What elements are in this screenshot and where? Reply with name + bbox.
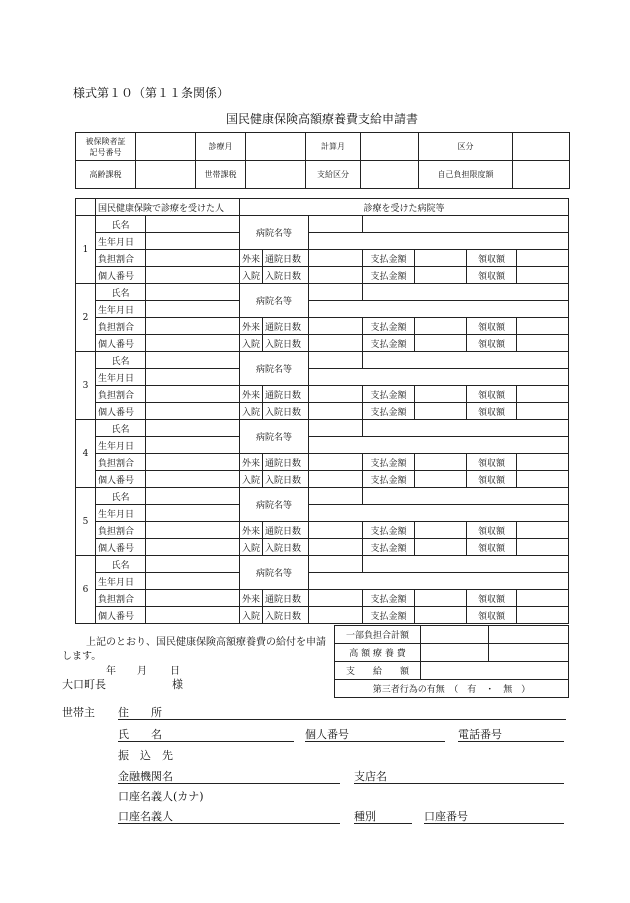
- account-holder-label: 口座名義人: [118, 810, 173, 823]
- birth-date-label: 生年月日: [96, 437, 146, 454]
- birth-date-field[interactable]: [146, 369, 240, 386]
- insured-no-label: 被保険者証 記号番号: [76, 133, 136, 161]
- elderly-tax-field[interactable]: [136, 161, 196, 189]
- personal-no-field[interactable]: [146, 335, 240, 352]
- inpatient-days-label: 入院日数: [263, 539, 309, 556]
- birth-date-field[interactable]: [146, 437, 240, 454]
- birth-date-label: 生年月日: [96, 233, 146, 250]
- inpatient-days-label: 入院日数: [263, 403, 309, 420]
- inpatient-label: 入院: [240, 267, 263, 284]
- household-tax-field[interactable]: [246, 161, 306, 189]
- hospital-name-field-ext[interactable]: [363, 420, 569, 437]
- receipt-amount-field[interactable]: [517, 607, 569, 624]
- paid-amount-label: 支払金額: [363, 267, 415, 284]
- treatment-month-field[interactable]: [246, 133, 306, 161]
- addressee-name: 大口町長: [62, 678, 106, 691]
- self-limit-field[interactable]: [513, 161, 570, 189]
- outpatient-days-label: 通院日数: [263, 250, 309, 267]
- high-cost-field-2[interactable]: [489, 644, 569, 662]
- receipt-amount-field[interactable]: [517, 250, 569, 267]
- receipt-amount-label: 領収額: [467, 454, 517, 471]
- burden-ratio-field[interactable]: [146, 590, 240, 607]
- burden-ratio-label: 負担割合: [96, 590, 146, 607]
- hospital-name-field[interactable]: [309, 420, 363, 437]
- name-label: 氏名: [96, 556, 146, 573]
- birth-date-label: 生年月日: [96, 301, 146, 318]
- header-table: [75, 132, 570, 189]
- name-label: 氏名: [96, 420, 146, 437]
- outpatient-days-field[interactable]: [309, 318, 363, 335]
- inpatient-days-field[interactable]: [309, 267, 363, 284]
- personal-no-field[interactable]: [146, 607, 240, 624]
- partial-total-field-2[interactable]: [489, 626, 569, 644]
- corner-cell: [76, 199, 96, 216]
- receipt-amount-label: 領収額: [467, 318, 517, 335]
- name-field[interactable]: [146, 488, 240, 505]
- partial-total-field[interactable]: [421, 626, 489, 644]
- account-number-field[interactable]: [424, 807, 564, 824]
- addressee-honorific: 様: [172, 678, 183, 691]
- receipt-amount-field[interactable]: [517, 335, 569, 352]
- paid-amount-label: 支払金額: [363, 539, 415, 556]
- household-tax-label: 世帯課税: [196, 161, 246, 189]
- outpatient-days-field[interactable]: [309, 522, 363, 539]
- inpatient-label: 入院: [240, 335, 263, 352]
- name-label: 氏名: [96, 284, 146, 301]
- inpatient-days-field[interactable]: [309, 607, 363, 624]
- inpatient-days-field[interactable]: [309, 539, 363, 556]
- personal-no-label: 個人番号: [96, 267, 146, 284]
- applicant-name-field[interactable]: [118, 725, 294, 742]
- burden-ratio-field[interactable]: [146, 522, 240, 539]
- outpatient-label: 外来: [240, 250, 263, 267]
- self-limit-label: 自己負担限度額: [419, 161, 513, 189]
- personal-no-label: 個人番号: [96, 471, 146, 488]
- summary-table: [334, 625, 569, 698]
- inpatient-days-label: 入院日数: [263, 471, 309, 488]
- inpatient-days-label: 入院日数: [263, 267, 309, 284]
- personal-no-label: 個人番号: [96, 607, 146, 624]
- hospital-name-field-ext[interactable]: [363, 488, 569, 505]
- inpatient-label: 入院: [240, 471, 263, 488]
- birth-date-field[interactable]: [146, 505, 240, 522]
- phone-number-field[interactable]: [458, 725, 564, 742]
- outpatient-days-field[interactable]: [309, 250, 363, 267]
- payment-amount-label: 支 給 額: [335, 662, 421, 680]
- category-field[interactable]: [513, 133, 570, 161]
- hospital-name-field-2[interactable]: [309, 573, 569, 590]
- birth-date-label: 生年月日: [96, 369, 146, 386]
- date-month-label: 月: [137, 666, 147, 677]
- head-of-household-label: 世帯主: [62, 706, 95, 719]
- burden-ratio-field[interactable]: [146, 386, 240, 403]
- account-number-label: 口座番号: [424, 810, 468, 823]
- hospital-name-field-ext[interactable]: [363, 352, 569, 369]
- hospital-name-field-ext[interactable]: [363, 556, 569, 573]
- inpatient-label: 入院: [240, 607, 263, 624]
- inpatient-label: 入院: [240, 403, 263, 420]
- account-type-label: 種別: [354, 810, 376, 823]
- statement-line-1: 上記のとおり、国民健康保険高額療養費の給付を申請: [86, 637, 326, 648]
- receipt-amount-field[interactable]: [517, 522, 569, 539]
- partial-total-label: 一部負担合計額: [335, 626, 421, 644]
- paid-amount-label: 支払金額: [363, 522, 415, 539]
- personal-no-field[interactable]: [146, 267, 240, 284]
- address-field[interactable]: [118, 703, 566, 720]
- outpatient-days-field[interactable]: [309, 454, 363, 471]
- group-number: 3: [76, 352, 96, 420]
- category-label: 区分: [419, 133, 513, 161]
- outpatient-label: 外来: [240, 522, 263, 539]
- inpatient-days-field[interactable]: [309, 471, 363, 488]
- account-holder-field[interactable]: [118, 807, 340, 824]
- high-cost-label: 高 額 療 養 費: [335, 644, 421, 662]
- receipt-amount-field[interactable]: [517, 318, 569, 335]
- receipt-amount-label: 領収額: [467, 471, 517, 488]
- hospital-name-field[interactable]: [309, 284, 363, 301]
- payment-category-label: 支給区分: [306, 161, 361, 189]
- group-number: 4: [76, 420, 96, 488]
- paid-amount-field[interactable]: [415, 403, 467, 420]
- personal-no-label: 個人番号: [96, 335, 146, 352]
- receipt-amount-label: 領収額: [467, 590, 517, 607]
- hospital-name-field-2[interactable]: [309, 505, 569, 522]
- paid-amount-label: 支払金額: [363, 607, 415, 624]
- third-party-question[interactable]: 第三者行為の有無 （ 有 ・ 無 ）: [335, 680, 569, 698]
- receipt-amount-label: 領収額: [467, 403, 517, 420]
- paid-amount-label: 支払金額: [363, 386, 415, 403]
- receipt-amount-field[interactable]: [517, 403, 569, 420]
- receipt-amount-field[interactable]: [517, 267, 569, 284]
- receipt-amount-label: 領収額: [467, 386, 517, 403]
- paid-amount-label: 支払金額: [363, 318, 415, 335]
- outpatient-label: 外来: [240, 454, 263, 471]
- account-type-field[interactable]: [354, 807, 412, 824]
- personal-no-field[interactable]: [146, 403, 240, 420]
- hospital-name-label: 病院名等: [240, 556, 309, 590]
- outpatient-days-label: 通院日数: [263, 522, 309, 539]
- group-number: 5: [76, 488, 96, 556]
- paid-amount-label: 支払金額: [363, 471, 415, 488]
- hospital-name-label: 病院名等: [240, 488, 309, 522]
- hospital-name-field[interactable]: [309, 488, 363, 505]
- receipt-amount-label: 領収額: [467, 539, 517, 556]
- burden-ratio-label: 負担割合: [96, 386, 146, 403]
- personal-number-label: 個人番号: [305, 728, 349, 741]
- outpatient-days-label: 通院日数: [263, 454, 309, 471]
- personal-number-field[interactable]: [305, 725, 445, 742]
- payment-amount-field[interactable]: [421, 662, 569, 680]
- receipt-amount-field[interactable]: [517, 386, 569, 403]
- inpatient-label: 入院: [240, 539, 263, 556]
- outpatient-days-field[interactable]: [309, 386, 363, 403]
- personal-no-field[interactable]: [146, 471, 240, 488]
- receipt-amount-field[interactable]: [517, 454, 569, 471]
- name-field[interactable]: [146, 284, 240, 301]
- paid-amount-field[interactable]: [415, 607, 467, 624]
- branch-field[interactable]: [354, 767, 564, 784]
- burden-ratio-field[interactable]: [146, 454, 240, 471]
- burden-ratio-label: 負担割合: [96, 454, 146, 471]
- page-title: 国民健康保険高額療養費支給申請書: [226, 112, 419, 126]
- insured-no-field[interactable]: [136, 133, 196, 161]
- birth-date-field[interactable]: [146, 573, 240, 590]
- paid-amount-field[interactable]: [415, 250, 467, 267]
- paid-amount-field[interactable]: [415, 318, 467, 335]
- elderly-tax-label: 高齢課税: [76, 161, 136, 189]
- burden-ratio-label: 負担割合: [96, 522, 146, 539]
- birth-date-field[interactable]: [146, 301, 240, 318]
- high-cost-field[interactable]: [421, 644, 489, 662]
- paid-amount-field[interactable]: [415, 454, 467, 471]
- hospital-name-field[interactable]: [309, 556, 363, 573]
- paid-amount-label: 支払金額: [363, 335, 415, 352]
- inpatient-days-label: 入院日数: [263, 607, 309, 624]
- paid-amount-label: 支払金額: [363, 250, 415, 267]
- date-day-label: 日: [170, 666, 180, 677]
- paid-amount-label: 支払金額: [363, 590, 415, 607]
- paid-amount-field[interactable]: [415, 539, 467, 556]
- paid-amount-field[interactable]: [415, 590, 467, 607]
- outpatient-days-label: 通院日数: [263, 386, 309, 403]
- phone-number-label: 電話番号: [458, 728, 502, 741]
- birth-date-label: 生年月日: [96, 573, 146, 590]
- receipt-amount-field[interactable]: [517, 539, 569, 556]
- receipt-amount-label: 領収額: [467, 607, 517, 624]
- form-number: 様式第１０（第１１条関係）: [73, 86, 230, 100]
- receipt-amount-label: 領収額: [467, 522, 517, 539]
- outpatient-label: 外来: [240, 590, 263, 607]
- name-label: 氏名: [96, 216, 146, 233]
- branch-label: 支店名: [354, 770, 387, 783]
- outpatient-label: 外来: [240, 318, 263, 335]
- inpatient-days-field[interactable]: [309, 403, 363, 420]
- hospital-name-field[interactable]: [309, 216, 363, 233]
- address-label: 住 所: [118, 706, 162, 719]
- patient-column-header: 国民健康保険で診療を受けた人: [96, 199, 240, 216]
- paid-amount-field[interactable]: [415, 267, 467, 284]
- receipt-amount-label: 領収額: [467, 250, 517, 267]
- paid-amount-label: 支払金額: [363, 403, 415, 420]
- name-field[interactable]: [146, 420, 240, 437]
- applicant-name-label: 氏 名: [118, 728, 162, 741]
- receipt-amount-field[interactable]: [517, 471, 569, 488]
- outpatient-days-label: 通院日数: [263, 590, 309, 607]
- hospital-name-label: 病院名等: [240, 216, 309, 250]
- outpatient-label: 外来: [240, 386, 263, 403]
- name-field[interactable]: [146, 216, 240, 233]
- paid-amount-field[interactable]: [415, 471, 467, 488]
- personal-no-field[interactable]: [146, 539, 240, 556]
- inpatient-days-field[interactable]: [309, 335, 363, 352]
- receipt-amount-label: 領収額: [467, 267, 517, 284]
- birth-date-label: 生年月日: [96, 505, 146, 522]
- calc-month-label: 計算月: [306, 133, 361, 161]
- birth-date-field[interactable]: [146, 233, 240, 250]
- name-label: 氏名: [96, 488, 146, 505]
- bank-name-label: 金融機関名: [118, 770, 173, 783]
- outpatient-days-field[interactable]: [309, 590, 363, 607]
- burden-ratio-label: 負担割合: [96, 318, 146, 335]
- transfer-heading: 振 込 先: [118, 749, 173, 762]
- group-number: 2: [76, 284, 96, 352]
- receipt-amount-field[interactable]: [517, 590, 569, 607]
- name-field[interactable]: [146, 556, 240, 573]
- hospital-name-label: 病院名等: [240, 284, 309, 318]
- hospital-name-field-2[interactable]: [309, 369, 569, 386]
- paid-amount-label: 支払金額: [363, 454, 415, 471]
- treatment-month-label: 診療月: [196, 133, 246, 161]
- treatment-table: [75, 198, 569, 624]
- hospital-name-label: 病院名等: [240, 352, 309, 386]
- name-label: 氏名: [96, 352, 146, 369]
- burden-ratio-field[interactable]: [146, 250, 240, 267]
- hospital-name-field-ext[interactable]: [363, 284, 569, 301]
- burden-ratio-field[interactable]: [146, 318, 240, 335]
- hospital-name-field[interactable]: [309, 352, 363, 369]
- paid-amount-field[interactable]: [415, 335, 467, 352]
- group-number: 6: [76, 556, 96, 624]
- hospital-name-field-ext[interactable]: [363, 216, 569, 233]
- calc-month-field[interactable]: [361, 133, 419, 161]
- paid-amount-field[interactable]: [415, 522, 467, 539]
- hospital-name-field-2[interactable]: [309, 233, 569, 250]
- hospital-name-label: 病院名等: [240, 420, 309, 454]
- paid-amount-field[interactable]: [415, 386, 467, 403]
- hospital-name-field-2[interactable]: [309, 301, 569, 318]
- hospital-name-field-2[interactable]: [309, 437, 569, 454]
- account-holder-kana-label: 口座名義人(カナ): [118, 790, 204, 803]
- date-year-label: 年: [106, 666, 116, 677]
- inpatient-days-label: 入院日数: [263, 335, 309, 352]
- hospital-column-header: 診療を受けた病院等: [240, 199, 569, 216]
- payment-category-field[interactable]: [361, 161, 419, 189]
- receipt-amount-label: 領収額: [467, 335, 517, 352]
- outpatient-days-label: 通院日数: [263, 318, 309, 335]
- group-number: 1: [76, 216, 96, 284]
- name-field[interactable]: [146, 352, 240, 369]
- bank-name-field[interactable]: [118, 767, 340, 784]
- personal-no-label: 個人番号: [96, 403, 146, 420]
- statement-line-2: します。: [62, 651, 102, 662]
- personal-no-label: 個人番号: [96, 539, 146, 556]
- burden-ratio-label: 負担割合: [96, 250, 146, 267]
